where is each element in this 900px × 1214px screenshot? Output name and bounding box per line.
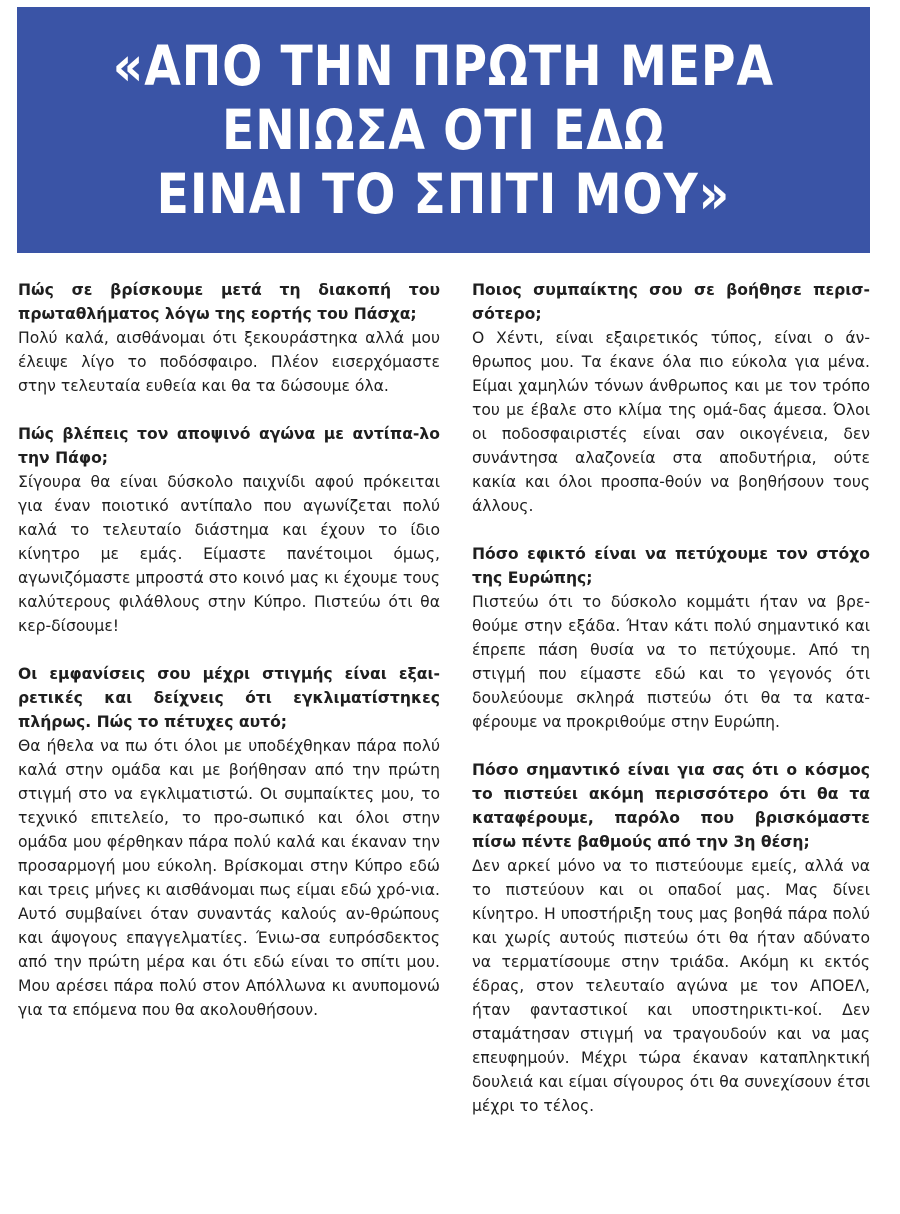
headline-line: ΕΝΙΩΣΑ ΟΤΙ ΕΔΩ — [222, 98, 665, 162]
headline-line: «ΑΠΟ ΤΗΝ ΠΡΩΤΗ ΜΕΡΑ — [112, 34, 775, 98]
qa-block — [472, 758, 870, 1118]
headline-line: ΕΙΝΑΙ ΤΟ ΣΠΙΤΙ ΜΟΥ» — [156, 162, 731, 226]
qa-block — [18, 278, 440, 398]
interview-answer: Σίγουρα θα είναι δύσκολο παιχνίδι αφού πρόκειται για έναν ποιοτικό αντίπαλο που αγωνίζεται πολύ καλά το τελευταίο διάστημα και έχουν το ίδιο κίνητρο με εμάς. Είμαστε πανέτοιμοι όμως, αγωνιζόμαστε μπροστά στο κοινό μας κι έχουμε τους καλύτερους φιλάθλους στην Κύπρο. Πιστεύω ότι θα κερ-δίσουμε! — [18, 473, 440, 635]
qa-block — [18, 662, 440, 1022]
qa-block — [472, 278, 870, 518]
headline-banner — [17, 7, 870, 253]
right-column — [472, 278, 870, 1142]
interview-answer: Πιστεύω ότι το δύσκολο κομμάτι ήταν να βρε-θούμε στην εξάδα. Ήταν κάτι πολύ σημαντικό και έπρεπε πάση θυσία να το πετύχουμε. Από τη στιγμή που είμαστε εδώ και το γεγονός ότι δουλεύουμε σκληρά πιστεύω ότι θα τα κατα-φέρουμε να προκριθούμε στην Ευρώπη. — [472, 593, 870, 731]
interview-question: Οι εμφανίσεις σου μέχρι στιγμής είναι εξαι-ρετικές και δείχνεις ότι εγκλιματίστηκες πλήρως. Πώς το πέτυχες αυτό; — [18, 665, 440, 731]
left-column — [18, 278, 440, 1046]
interview-question: Πόσο εφικτό είναι να πετύχουμε τον στόχο της Ευρώπης; — [472, 545, 870, 587]
interview-answer: Ο Χέντι, είναι εξαιρετικός τύπος, είναι ο άν-θρωπος μου. Τα έκανε όλα πιο εύκολα για μένα. Είμαι χαμηλών τόνων άνθρωπος και με τον τρόπο του με έβαλε στο κλίμα της ομά-δας άμεσα. Όλοι οι ποδοσφαιριστές είναι σαν οικογένεια, δεν συνάντησα αλαζονεία στα αποδυτήρια, ούτε κακία και όλοι προσπα-θούν να βοηθήσουν τους άλλους. — [472, 329, 870, 515]
qa-block — [472, 542, 870, 734]
interview-answer: Δεν αρκεί μόνο να το πιστεύουμε εμείς, αλλά να το πιστεύουν και οι οπαδοί μας. Μας δίνει κίνητρο. Η υποστήριξη τους μας βοηθά πάρα πολύ και χωρίς αυτούς πιστεύω ότι θα ήταν αδύνατο να τερματίσουμε στην τριάδα. Ακόμη κι εκτός έδρας, στον τελευταίο αγώνα με τον ΑΠΟΕΛ, ήταν φανταστικοί και υποστηρικτι-κοί. Δεν σταμάτησαν στιγμή να τραγουδούν και να μας επευφημούν. Μέχρι τώρα έκαναν καταπληκτική δουλειά και είμαι σίγουρος ότι θα συνεχίσουν έτσι μέχρι το τέλος. — [472, 857, 870, 1115]
interview-question: Πώς βλέπεις τον αποψινό αγώνα με αντίπα-λο την Πάφο; — [18, 425, 440, 467]
interview-answer: Θα ήθελα να πω ότι όλοι με υποδέχθηκαν πάρα πολύ καλά στην ομάδα και με βοήθησαν από την πρώτη στιγμή στο να εγκλιματιστώ. Οι συμπαίκτες μου, το τεχνικό επιτελείο, το προ-σωπικό και όλοι στην ομάδα μου φέρθηκαν πάρα πολύ καλά και έκαναν την προσαρμογή μου εύκολη. Βρίσκομαι στην Κύπρο εδώ και τρεις μήνες κι αισθάνομαι πως είμαι εδώ χρό-νια. Αυτό συμβαίνει όταν συναντάς καλούς αν-θρώπους και άψογους επαγγελματίες. Ένιω-σα ευπρόσδεκτος από την πρώτη μέρα και ότι εδώ είναι το σπίτι μου. Μου αρέσει πάρα πολύ στον Απόλλωνα κι ανυπομονώ για τα επόμενα που θα ακολουθήσουν. — [18, 737, 440, 1019]
qa-block — [18, 422, 440, 638]
interview-question: Πώς σε βρίσκουμε μετά τη διακοπή του πρωταθλήματος λόγω της εορτής του Πάσχα; — [18, 281, 440, 323]
interview-question: Πόσο σημαντικό είναι για σας ότι ο κόσμος το πιστεύει ακόμη περισσότερο ότι θα τα καταφέρουμε, παρόλο που βρισκόμαστε πίσω πέντε βαθμούς από την 3η θέση; — [472, 761, 870, 851]
interview-question: Ποιος συμπαίκτης σου σε βοήθησε περισ-σότερο; — [472, 281, 870, 323]
interview-answer: Πολύ καλά, αισθάνομαι ότι ξεκουράστηκα αλλά μου έλειψε λίγο το ποδόσφαιρο. Πλέον εισερχόμαστε στην τελευταία ευθεία και θα τα δώσουμε όλα. — [18, 329, 440, 395]
